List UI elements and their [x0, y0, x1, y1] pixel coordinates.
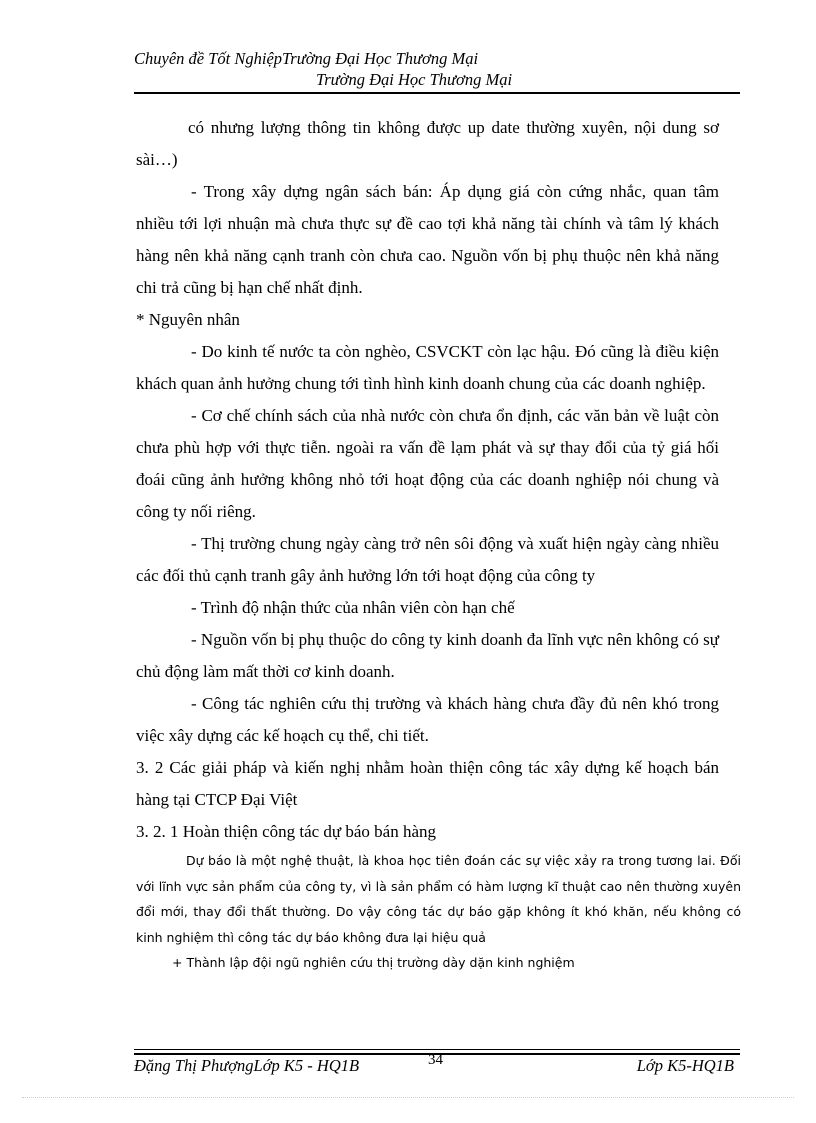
subsection-heading: 3. 2. 1 Hoàn thiện công tác dự báo bán hàng — [136, 822, 437, 841]
header-line-1: Chuyên đề Tốt NghiệpTrường Đại Học Thương Mại — [134, 49, 479, 68]
paragraph: - Trình độ nhận thức của nhân viên còn hạn chế — [191, 598, 515, 617]
footer-class: Lớp K5-HQ1B — [636, 1056, 734, 1075]
paragraph-small: Dự báo là một nghệ thuật, là khoa học tiên đoán các sự việc xảy ra trong tương lai. Đối với lĩnh vực sản phẩm của công ty, vì là sản phẩm có hàm lượng kĩ thuật cao nên thường xuyên đổi mới, thay đổi thất thường. Do vậy công tác dự báo gặp không ít khó khăn, nếu không có kinh nghiệm thì công tác dự báo không đưa lại hiệu quả — [136, 853, 741, 945]
page-number: 34 — [428, 1052, 443, 1068]
page-header — [134, 48, 740, 90]
header-rule — [134, 92, 740, 94]
paragraph: - Do kinh tế nước ta còn nghèo, CSVCKT còn lạc hậu. Đó cũng là điều kiện khách quan ảnh hưởng chung tới tình hình kinh doanh chung của các doanh nghiệp. — [136, 342, 719, 393]
paragraph: - Công tác nghiên cứu thị trường và khách hàng chưa đầy đủ nên khó trong việc xây dựng các kế hoạch cụ thể, chi tiết. — [136, 694, 719, 745]
paragraph: - Thị trường chung ngày càng trở nên sôi động và xuất hiện ngày càng nhiều các đối thủ cạnh tranh gây ảnh hưởng lớn tới hoạt động của công ty — [136, 534, 719, 585]
section-heading: 3. 2 Các giải pháp và kiến nghị nhằm hoàn thiện công tác xây dựng kế hoạch bán hàng tại CTCP Đại Việt — [136, 758, 719, 809]
footer-rule-thin — [134, 1049, 740, 1050]
section-label-causes: * Nguyên nhân — [136, 310, 240, 329]
paragraph: - Cơ chế chính sách của nhà nước còn chưa ổn định, các văn bản về luật còn chưa phù hợp với thực tiễn. ngoài ra vấn đề lạm phát và sự thay đổi của tỷ giá hối đoái cũng ảnh hưởng không nhỏ tới hoạt động của các doanh nghiệp nói chung và công ty nối riêng. — [136, 406, 719, 521]
footer-author: Đặng Thị PhượngLớp K5 - HQ1B — [134, 1056, 360, 1075]
paragraph: - Trong xây dựng ngân sách bán: Áp dụng giá còn cứng nhắc, quan tâm nhiều tới lợi nhuận mà chưa thực sự đề cao tợi khả năng tài chính và tâm lý khách hàng nên khả năng cạnh tranh còn chưa cao. Nguồn vốn bị phụ thuộc nên khả năng chi trả cũng bị hạn chế nhất định. — [136, 182, 719, 297]
paragraph: - Nguồn vốn bị phụ thuộc do công ty kinh doanh đa lĩnh vực nên không có sự chủ động làm mất thời cơ kinh doanh. — [136, 630, 719, 681]
paragraph: có nhưng lượng thông tin không được up date thường xuyên, nội dung sơ sài…) — [136, 118, 719, 169]
header-line-2: Trường Đại Học Thương Mại — [316, 70, 513, 89]
paragraph-small: + Thành lập đội ngũ nghiên cứu thị trường dày dặn kinh nghiệm — [172, 955, 575, 970]
document-body — [136, 112, 741, 976]
page-edge-divider — [22, 1097, 794, 1098]
